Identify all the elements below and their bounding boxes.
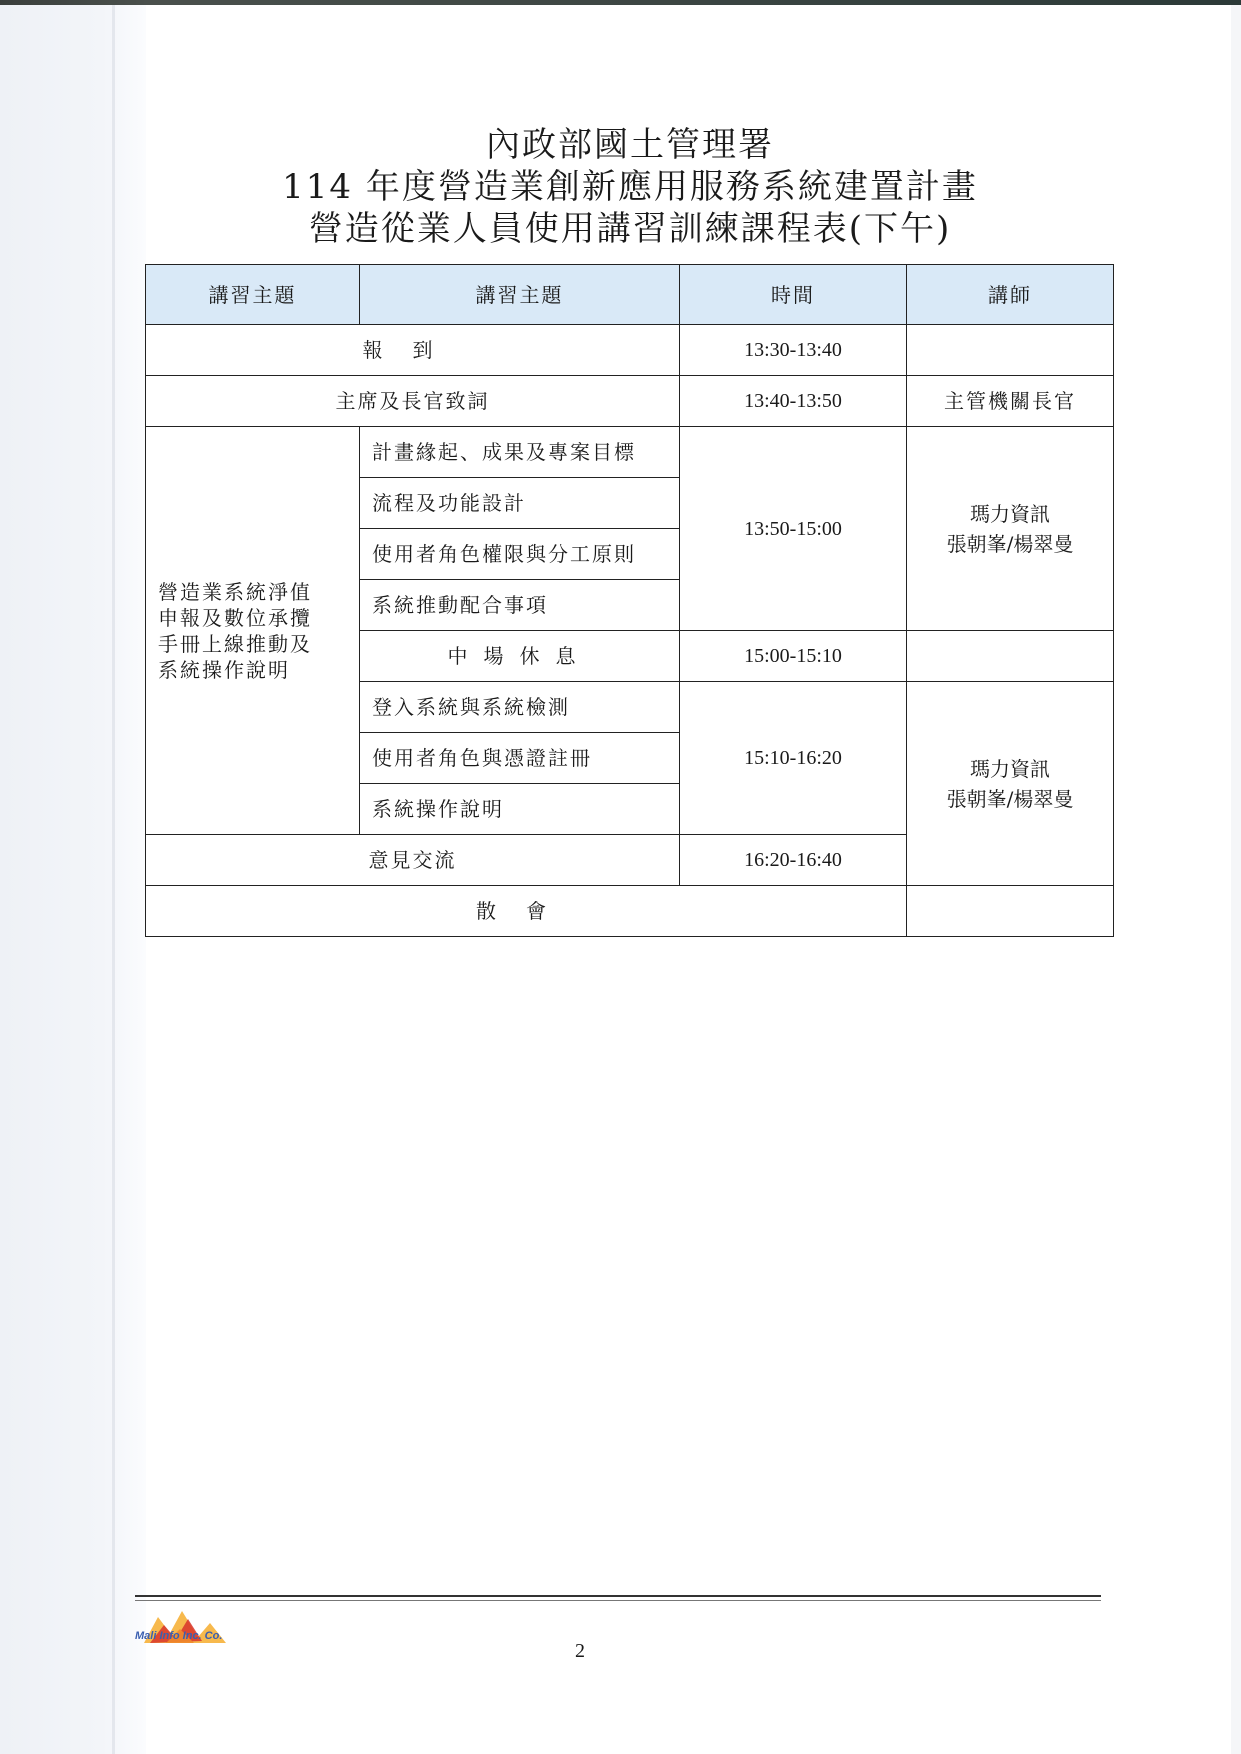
- session2-instructor: [907, 682, 1114, 886]
- opening-label: 主席及長官致詞: [146, 376, 680, 427]
- main-topic-line: 申報及數位承攬: [158, 605, 312, 630]
- table-header-row: [146, 265, 1114, 325]
- scan-margin-left: [0, 0, 146, 1754]
- title-agency: 內政部國土管理署: [486, 125, 774, 165]
- footer-divider-thin: [135, 1600, 1101, 1601]
- session2-time: 15:10-16:20: [680, 682, 907, 835]
- header-topic: 講習主題: [146, 265, 360, 325]
- table-row-checkin: [146, 325, 1114, 376]
- header-instructor: 講師: [907, 265, 1114, 325]
- scan-top-edge: [0, 0, 1241, 5]
- table-row-session1-item1: [146, 427, 1114, 478]
- instructor-company: 瑪力資訊: [970, 756, 1050, 781]
- scan-edge-line: [112, 0, 115, 1754]
- session1-item: 使用者角色權限與分工原則: [360, 529, 680, 580]
- opening-instructor: 主管機關長官: [907, 376, 1114, 427]
- session2-item: 系統操作說明: [360, 784, 680, 835]
- header-time: 時間: [680, 265, 907, 325]
- title-schedule: 營造從業人員使用講習訓練課程表(下午): [308, 209, 952, 249]
- discussion-label: 意見交流: [146, 835, 680, 886]
- session2-item: 登入系統與系統檢測: [360, 682, 680, 733]
- session1-item: 流程及功能設計: [360, 478, 680, 529]
- closing-label: 散會: [146, 886, 907, 937]
- opening-time: 13:40-13:50: [680, 376, 907, 427]
- document-title: [200, 124, 1060, 250]
- footer-divider: [135, 1595, 1101, 1597]
- main-topic-line: 系統操作說明: [158, 657, 290, 682]
- company-logo-icon: [136, 1603, 236, 1651]
- table-row-closing: [146, 886, 1114, 937]
- main-topic-line: 營造業系統淨值: [158, 579, 312, 604]
- closing-instructor: [907, 886, 1114, 937]
- title-project: 114 年度營造業創新應用服務系統建置計畫: [282, 167, 978, 207]
- session2-item: 使用者角色與憑證註冊: [360, 733, 680, 784]
- session1-item: 計畫緣起、成果及專案目標: [360, 427, 680, 478]
- checkin-instructor: [907, 325, 1114, 376]
- break-instructor: [907, 631, 1114, 682]
- discussion-time: 16:20-16:40: [680, 835, 907, 886]
- page-number: 2: [575, 1640, 585, 1662]
- table-row-opening: [146, 376, 1114, 427]
- header-subtopic: 講習主題: [360, 265, 680, 325]
- session1-instructor: [907, 427, 1114, 631]
- scan-margin-right: [1231, 0, 1241, 1754]
- course-schedule-table: [145, 264, 1114, 937]
- session1-time: 13:50-15:00: [680, 427, 907, 631]
- instructor-names: 張朝峯/楊翠曼: [946, 531, 1074, 556]
- company-logo-text: Mali Info Inc. Co.: [135, 1630, 223, 1642]
- break-label: 中場休息: [360, 631, 680, 682]
- main-topic-line: 手冊上線推動及: [158, 631, 312, 656]
- instructor-names: 張朝峯/楊翠曼: [946, 786, 1074, 811]
- checkin-time: 13:30-13:40: [680, 325, 907, 376]
- instructor-company: 瑪力資訊: [970, 501, 1050, 526]
- session1-item: 系統推動配合事項: [360, 580, 680, 631]
- break-time: 15:00-15:10: [680, 631, 907, 682]
- main-topic-cell: [146, 427, 360, 835]
- checkin-label: 報到: [146, 325, 680, 376]
